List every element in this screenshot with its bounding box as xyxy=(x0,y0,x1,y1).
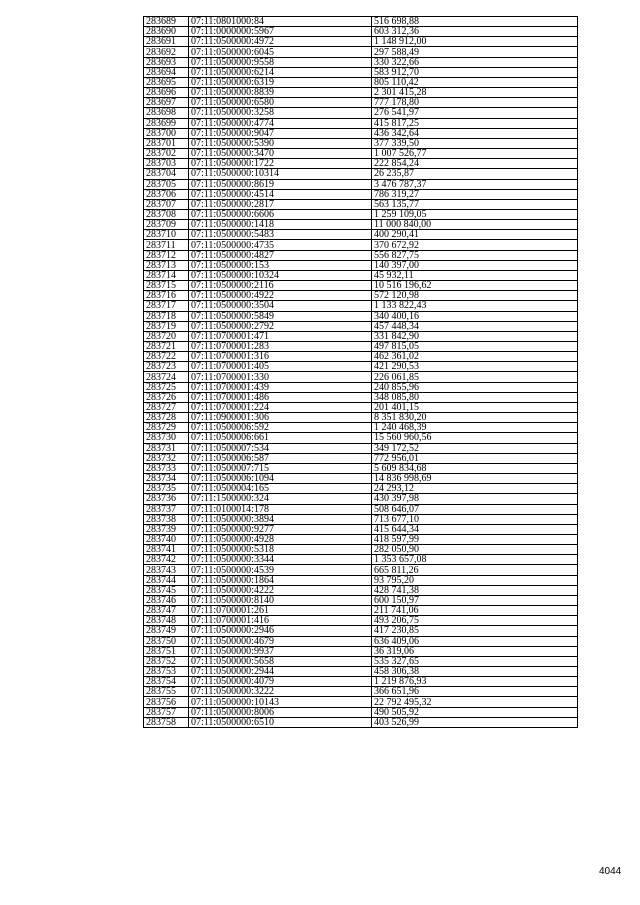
row-number-cell: 283740 xyxy=(144,534,189,544)
table-row xyxy=(144,138,578,148)
cadastral-number-cell: 07:11:0700001:330 xyxy=(189,372,372,382)
cadastral-number-cell: 07:11:0500000:1722 xyxy=(189,159,372,169)
row-number-cell: 283692 xyxy=(144,47,189,57)
cadastral-value-cell: 535 327,65 xyxy=(372,656,578,666)
row-number-cell: 283745 xyxy=(144,585,189,595)
cadastral-number-cell: 07:11:0500006:661 xyxy=(189,433,372,443)
cadastral-number-cell: 07:11:0500000:10143 xyxy=(189,697,372,707)
table-row xyxy=(144,311,578,321)
cadastral-value-cell: 370 672,92 xyxy=(372,240,578,250)
cadastral-number-cell: 07:11:0500000:9937 xyxy=(189,646,372,656)
cadastral-value-cell: 11 000 840,00 xyxy=(372,220,578,230)
cadastral-number-cell: 07:11:0500000:10324 xyxy=(189,270,372,280)
cadastral-value-cell: 201 401,15 xyxy=(372,402,578,412)
table-row xyxy=(144,88,578,98)
cadastral-value-cell: 240 855,96 xyxy=(372,382,578,392)
table-row xyxy=(144,677,578,687)
row-number-cell: 283756 xyxy=(144,697,189,707)
cadastral-value-cell: 348 085,80 xyxy=(372,392,578,402)
cadastral-value-cell: 497 815,05 xyxy=(372,342,578,352)
table-body xyxy=(144,17,578,728)
cadastral-number-cell: 07:11:0500000:8619 xyxy=(189,179,372,189)
cadastral-value-cell: 330 322,66 xyxy=(372,57,578,67)
table-row xyxy=(144,169,578,179)
cadastral-number-cell: 07:11:0000000:5967 xyxy=(189,27,372,37)
table-row xyxy=(144,149,578,159)
table-row xyxy=(144,37,578,47)
row-number-cell: 283704 xyxy=(144,169,189,179)
cadastral-value-cell: 428 741,38 xyxy=(372,585,578,595)
row-number-cell: 283743 xyxy=(144,565,189,575)
cadastral-number-cell: 07:11:0500000:4827 xyxy=(189,250,372,260)
cadastral-number-cell: 07:11:0500000:4972 xyxy=(189,37,372,47)
row-number-cell: 283754 xyxy=(144,677,189,687)
row-number-cell: 283700 xyxy=(144,128,189,138)
cadastral-number-cell: 07:11:0500000:3344 xyxy=(189,555,372,565)
cadastral-value-cell: 665 811,26 xyxy=(372,565,578,575)
cadastral-value-cell: 226 061,85 xyxy=(372,372,578,382)
table-row xyxy=(144,98,578,108)
cadastral-number-cell: 07:11:0700001:439 xyxy=(189,382,372,392)
cadastral-number-cell: 07:11:0500000:6319 xyxy=(189,77,372,87)
row-number-cell: 283737 xyxy=(144,504,189,514)
row-number-cell: 283715 xyxy=(144,281,189,291)
table-row xyxy=(144,77,578,87)
row-number-cell: 283729 xyxy=(144,423,189,433)
row-number-cell: 283725 xyxy=(144,382,189,392)
row-number-cell: 283739 xyxy=(144,524,189,534)
row-number-cell: 283717 xyxy=(144,301,189,311)
row-number-cell: 283727 xyxy=(144,402,189,412)
row-number-cell: 283712 xyxy=(144,250,189,260)
row-number-cell: 283718 xyxy=(144,311,189,321)
table-row xyxy=(144,636,578,646)
table-row xyxy=(144,27,578,37)
row-number-cell: 283693 xyxy=(144,57,189,67)
cadastral-value-cell: 26 235,87 xyxy=(372,169,578,179)
table-row xyxy=(144,331,578,341)
cadastral-value-cell: 14 836 998,69 xyxy=(372,474,578,484)
table-row xyxy=(144,159,578,169)
cadastral-value-cell: 211 741,06 xyxy=(372,606,578,616)
cadastral-number-cell: 07:11:0900001:306 xyxy=(189,413,372,423)
cadastral-value-cell: 297 588,49 xyxy=(372,47,578,57)
row-number-cell: 283752 xyxy=(144,656,189,666)
table-row xyxy=(144,667,578,677)
cadastral-number-cell: 07:11:0700001:486 xyxy=(189,392,372,402)
cadastral-value-cell: 1 133 822,43 xyxy=(372,301,578,311)
table-row xyxy=(144,209,578,219)
table-row xyxy=(144,362,578,372)
cadastral-number-cell: 07:11:0500000:5849 xyxy=(189,311,372,321)
cadastral-value-cell: 349 172,52 xyxy=(372,443,578,453)
row-number-cell: 283702 xyxy=(144,149,189,159)
table-row xyxy=(144,199,578,209)
row-number-cell: 283722 xyxy=(144,352,189,362)
cadastral-value-cell: 603 312,36 xyxy=(372,27,578,37)
cadastral-value-cell: 415 644,34 xyxy=(372,524,578,534)
cadastral-number-cell: 07:11:0500000:4735 xyxy=(189,240,372,250)
table-row xyxy=(144,524,578,534)
row-number-cell: 283726 xyxy=(144,392,189,402)
cadastral-value-cell: 1 148 912,00 xyxy=(372,37,578,47)
table-row xyxy=(144,575,578,585)
row-number-cell: 283735 xyxy=(144,484,189,494)
row-number-cell: 283691 xyxy=(144,37,189,47)
cadastral-value-cell: 22 792 495,32 xyxy=(372,697,578,707)
cadastral-number-cell: 07:11:0500000:3222 xyxy=(189,687,372,697)
table-row xyxy=(144,179,578,189)
cadastral-number-cell: 07:11:0500006:592 xyxy=(189,423,372,433)
cadastral-number-cell: 07:11:0500000:3894 xyxy=(189,514,372,524)
row-number-cell: 283733 xyxy=(144,463,189,473)
cadastral-value-cell: 222 854,24 xyxy=(372,159,578,169)
table-row xyxy=(144,382,578,392)
table-row xyxy=(144,656,578,666)
table-row xyxy=(144,230,578,240)
row-number-cell: 283730 xyxy=(144,433,189,443)
table-row xyxy=(144,646,578,656)
table-row xyxy=(144,250,578,260)
row-number-cell: 283749 xyxy=(144,626,189,636)
row-number-cell: 283705 xyxy=(144,179,189,189)
cadastral-number-cell: 07:11:0500004:165 xyxy=(189,484,372,494)
row-number-cell: 283695 xyxy=(144,77,189,87)
cadastral-value-cell: 1 219 876,93 xyxy=(372,677,578,687)
cadastral-value-cell: 490 505,92 xyxy=(372,707,578,717)
page-number: 4044 xyxy=(599,866,622,877)
cadastral-value-cell: 462 361,02 xyxy=(372,352,578,362)
cadastral-value-cell: 403 526,99 xyxy=(372,717,578,727)
cadastral-number-cell: 07:11:0500000:4514 xyxy=(189,189,372,199)
row-number-cell: 283755 xyxy=(144,687,189,697)
table-row xyxy=(144,321,578,331)
table-row xyxy=(144,352,578,362)
cadastral-value-cell: 140 397,00 xyxy=(372,260,578,270)
table-row xyxy=(144,433,578,443)
table-row xyxy=(144,281,578,291)
cadastral-value-cell: 1 240 468,39 xyxy=(372,423,578,433)
table-row xyxy=(144,413,578,423)
row-number-cell: 283699 xyxy=(144,118,189,128)
cadastral-number-cell: 07:11:0500006:1094 xyxy=(189,474,372,484)
cadastral-number-cell: 07:11:0700001:261 xyxy=(189,606,372,616)
cadastral-value-cell: 563 135,77 xyxy=(372,199,578,209)
cadastral-value-cell: 415 817,25 xyxy=(372,118,578,128)
cadastral-number-cell: 07:11:0500000:4539 xyxy=(189,565,372,575)
table-row xyxy=(144,707,578,717)
cadastral-number-cell: 07:11:0500000:5483 xyxy=(189,230,372,240)
table-row xyxy=(144,17,578,27)
cadastral-value-cell: 36 319,06 xyxy=(372,646,578,656)
cadastral-number-cell: 07:11:0500000:9047 xyxy=(189,128,372,138)
row-number-cell: 283689 xyxy=(144,17,189,27)
cadastral-value-cell: 436 342,64 xyxy=(372,128,578,138)
cadastral-number-cell: 07:11:0700001:416 xyxy=(189,616,372,626)
cadastral-value-cell: 805 110,42 xyxy=(372,77,578,87)
cadastral-number-cell: 07:11:0500000:1418 xyxy=(189,220,372,230)
cadastral-value-cell: 457 448,34 xyxy=(372,321,578,331)
cadastral-number-cell: 07:11:0100014:178 xyxy=(189,504,372,514)
cadastral-value-cell: 636 409,06 xyxy=(372,636,578,646)
row-number-cell: 283751 xyxy=(144,646,189,656)
row-number-cell: 283708 xyxy=(144,209,189,219)
row-number-cell: 283736 xyxy=(144,494,189,504)
table-row xyxy=(144,291,578,301)
table-row xyxy=(144,372,578,382)
cadastral-number-cell: 07:11:0500000:1864 xyxy=(189,575,372,585)
cadastral-value-cell: 331 842,90 xyxy=(372,331,578,341)
cadastral-number-cell: 07:11:0500000:8006 xyxy=(189,707,372,717)
row-number-cell: 283706 xyxy=(144,189,189,199)
row-number-cell: 283697 xyxy=(144,98,189,108)
cadastral-number-cell: 07:11:0700001:224 xyxy=(189,402,372,412)
cadastral-number-cell: 07:11:0500007:534 xyxy=(189,443,372,453)
table-row xyxy=(144,189,578,199)
cadastral-number-cell: 07:11:0500000:4679 xyxy=(189,636,372,646)
cadastral-number-cell: 07:11:0500000:2116 xyxy=(189,281,372,291)
row-number-cell: 283744 xyxy=(144,575,189,585)
cadastral-number-cell: 07:11:0500000:3470 xyxy=(189,149,372,159)
cadastral-number-cell: 07:11:0500000:6510 xyxy=(189,717,372,727)
cadastral-number-cell: 07:11:0500000:153 xyxy=(189,260,372,270)
row-number-cell: 283698 xyxy=(144,108,189,118)
cadastral-number-cell: 07:11:0700001:405 xyxy=(189,362,372,372)
cadastral-number-cell: 07:11:0500000:6606 xyxy=(189,209,372,219)
table-row xyxy=(144,595,578,605)
row-number-cell: 283748 xyxy=(144,616,189,626)
cadastral-value-cell: 417 230,85 xyxy=(372,626,578,636)
cadastral-number-cell: 07:11:0500000:3504 xyxy=(189,301,372,311)
table-row xyxy=(144,118,578,128)
cadastral-value-table xyxy=(143,16,578,728)
cadastral-number-cell: 07:11:0500000:10314 xyxy=(189,169,372,179)
table-row xyxy=(144,474,578,484)
cadastral-value-cell: 10 516 196,62 xyxy=(372,281,578,291)
cadastral-value-cell: 516 698,88 xyxy=(372,17,578,27)
table-row xyxy=(144,342,578,352)
table-row xyxy=(144,545,578,555)
cadastral-value-cell: 556 827,75 xyxy=(372,250,578,260)
cadastral-value-cell: 777 178,80 xyxy=(372,98,578,108)
cadastral-value-cell: 282 050,90 xyxy=(372,545,578,555)
cadastral-number-cell: 07:11:0500000:5390 xyxy=(189,138,372,148)
cadastral-value-cell: 430 397,98 xyxy=(372,494,578,504)
cadastral-number-cell: 07:11:0500000:9277 xyxy=(189,524,372,534)
row-number-cell: 283747 xyxy=(144,606,189,616)
table-row xyxy=(144,697,578,707)
cadastral-number-cell: 07:11:0500000:4222 xyxy=(189,585,372,595)
cadastral-value-cell: 400 290,41 xyxy=(372,230,578,240)
cadastral-value-cell: 93 795,20 xyxy=(372,575,578,585)
table-row xyxy=(144,108,578,118)
table-row xyxy=(144,57,578,67)
row-number-cell: 283734 xyxy=(144,474,189,484)
cadastral-number-cell: 07:11:0500000:5658 xyxy=(189,656,372,666)
row-number-cell: 283714 xyxy=(144,270,189,280)
cadastral-value-cell: 276 541,97 xyxy=(372,108,578,118)
cadastral-value-cell: 1 259 109,05 xyxy=(372,209,578,219)
row-number-cell: 283703 xyxy=(144,159,189,169)
cadastral-number-cell: 07:11:0801000:84 xyxy=(189,17,372,27)
row-number-cell: 283720 xyxy=(144,331,189,341)
table-row xyxy=(144,270,578,280)
cadastral-number-cell: 07:11:0500000:2946 xyxy=(189,626,372,636)
cadastral-value-cell: 583 912,70 xyxy=(372,67,578,77)
cadastral-number-cell: 07:11:1500000:324 xyxy=(189,494,372,504)
cadastral-number-cell: 07:11:0500000:9558 xyxy=(189,57,372,67)
cadastral-number-cell: 07:11:0500000:4774 xyxy=(189,118,372,128)
table-row xyxy=(144,687,578,697)
table-row xyxy=(144,301,578,311)
row-number-cell: 283713 xyxy=(144,260,189,270)
table-row xyxy=(144,606,578,616)
row-number-cell: 283719 xyxy=(144,321,189,331)
cadastral-value-cell: 2 301 415,28 xyxy=(372,88,578,98)
cadastral-number-cell: 07:11:0500000:6214 xyxy=(189,67,372,77)
cadastral-value-cell: 15 560 960,56 xyxy=(372,433,578,443)
row-number-cell: 283731 xyxy=(144,443,189,453)
row-number-cell: 283690 xyxy=(144,27,189,37)
row-number-cell: 283724 xyxy=(144,372,189,382)
table-row xyxy=(144,128,578,138)
row-number-cell: 283750 xyxy=(144,636,189,646)
row-number-cell: 283757 xyxy=(144,707,189,717)
cadastral-value-cell: 508 646,07 xyxy=(372,504,578,514)
table-row xyxy=(144,534,578,544)
row-number-cell: 283723 xyxy=(144,362,189,372)
row-number-cell: 283746 xyxy=(144,595,189,605)
cadastral-number-cell: 07:11:0500000:8839 xyxy=(189,88,372,98)
cadastral-number-cell: 07:11:0700001:316 xyxy=(189,352,372,362)
table-row xyxy=(144,504,578,514)
cadastral-value-cell: 572 120,98 xyxy=(372,291,578,301)
table-row xyxy=(144,240,578,250)
row-number-cell: 283711 xyxy=(144,240,189,250)
row-number-cell: 283716 xyxy=(144,291,189,301)
cadastral-value-cell: 458 306,38 xyxy=(372,667,578,677)
cadastral-value-cell: 772 956,01 xyxy=(372,453,578,463)
row-number-cell: 283696 xyxy=(144,88,189,98)
row-number-cell: 283710 xyxy=(144,230,189,240)
table-row xyxy=(144,423,578,433)
table-row xyxy=(144,717,578,727)
table-row xyxy=(144,443,578,453)
cadastral-value-cell: 8 351 830,20 xyxy=(372,413,578,423)
cadastral-value-cell: 3 476 787,37 xyxy=(372,179,578,189)
table-row xyxy=(144,565,578,575)
row-number-cell: 283753 xyxy=(144,667,189,677)
cadastral-number-cell: 07:11:0500000:6045 xyxy=(189,47,372,57)
table-row xyxy=(144,585,578,595)
table-row xyxy=(144,260,578,270)
table-row xyxy=(144,514,578,524)
cadastral-value-cell: 600 150,97 xyxy=(372,595,578,605)
cadastral-number-cell: 07:11:0500006:587 xyxy=(189,453,372,463)
cadastral-number-cell: 07:11:0500000:8140 xyxy=(189,595,372,605)
cadastral-value-cell: 377 339,50 xyxy=(372,138,578,148)
cadastral-number-cell: 07:11:0500000:3258 xyxy=(189,108,372,118)
row-number-cell: 283701 xyxy=(144,138,189,148)
cadastral-number-cell: 07:11:0700001:471 xyxy=(189,331,372,341)
cadastral-value-cell: 1 353 657,08 xyxy=(372,555,578,565)
cadastral-value-cell: 24 293,12 xyxy=(372,484,578,494)
table-row xyxy=(144,453,578,463)
cadastral-value-cell: 366 651,96 xyxy=(372,687,578,697)
cadastral-value-cell: 493 206,75 xyxy=(372,616,578,626)
cadastral-value-cell: 1 007 526,77 xyxy=(372,149,578,159)
cadastral-value-cell: 5 609 834,68 xyxy=(372,463,578,473)
row-number-cell: 283721 xyxy=(144,342,189,352)
cadastral-number-cell: 07:11:0500000:5318 xyxy=(189,545,372,555)
cadastral-number-cell: 07:11:0500000:2944 xyxy=(189,667,372,677)
table-row xyxy=(144,220,578,230)
cadastral-value-cell: 421 290,53 xyxy=(372,362,578,372)
table-row xyxy=(144,392,578,402)
cadastral-value-cell: 340 400,16 xyxy=(372,311,578,321)
row-number-cell: 283758 xyxy=(144,717,189,727)
row-number-cell: 283707 xyxy=(144,199,189,209)
cadastral-number-cell: 07:11:0500000:4079 xyxy=(189,677,372,687)
row-number-cell: 283741 xyxy=(144,545,189,555)
cadastral-value-cell: 713 677,10 xyxy=(372,514,578,524)
table-row xyxy=(144,626,578,636)
table-row xyxy=(144,67,578,77)
cadastral-number-cell: 07:11:0500007:715 xyxy=(189,463,372,473)
cadastral-number-cell: 07:11:0500000:4928 xyxy=(189,534,372,544)
table-row xyxy=(144,484,578,494)
cadastral-number-cell: 07:11:0700001:283 xyxy=(189,342,372,352)
table-row xyxy=(144,463,578,473)
table-row xyxy=(144,616,578,626)
cadastral-value-cell: 786 319,27 xyxy=(372,189,578,199)
table-row xyxy=(144,402,578,412)
row-number-cell: 283732 xyxy=(144,453,189,463)
cadastral-number-cell: 07:11:0500000:6580 xyxy=(189,98,372,108)
table-row xyxy=(144,494,578,504)
table-row xyxy=(144,555,578,565)
row-number-cell: 283709 xyxy=(144,220,189,230)
row-number-cell: 283694 xyxy=(144,67,189,77)
table-row xyxy=(144,47,578,57)
cadastral-number-cell: 07:11:0500000:2817 xyxy=(189,199,372,209)
row-number-cell: 283742 xyxy=(144,555,189,565)
cadastral-number-cell: 07:11:0500000:2792 xyxy=(189,321,372,331)
cadastral-value-cell: 418 597,99 xyxy=(372,534,578,544)
cadastral-value-cell: 45 932,11 xyxy=(372,270,578,280)
cadastral-number-cell: 07:11:0500000:4922 xyxy=(189,291,372,301)
row-number-cell: 283738 xyxy=(144,514,189,524)
row-number-cell: 283728 xyxy=(144,413,189,423)
